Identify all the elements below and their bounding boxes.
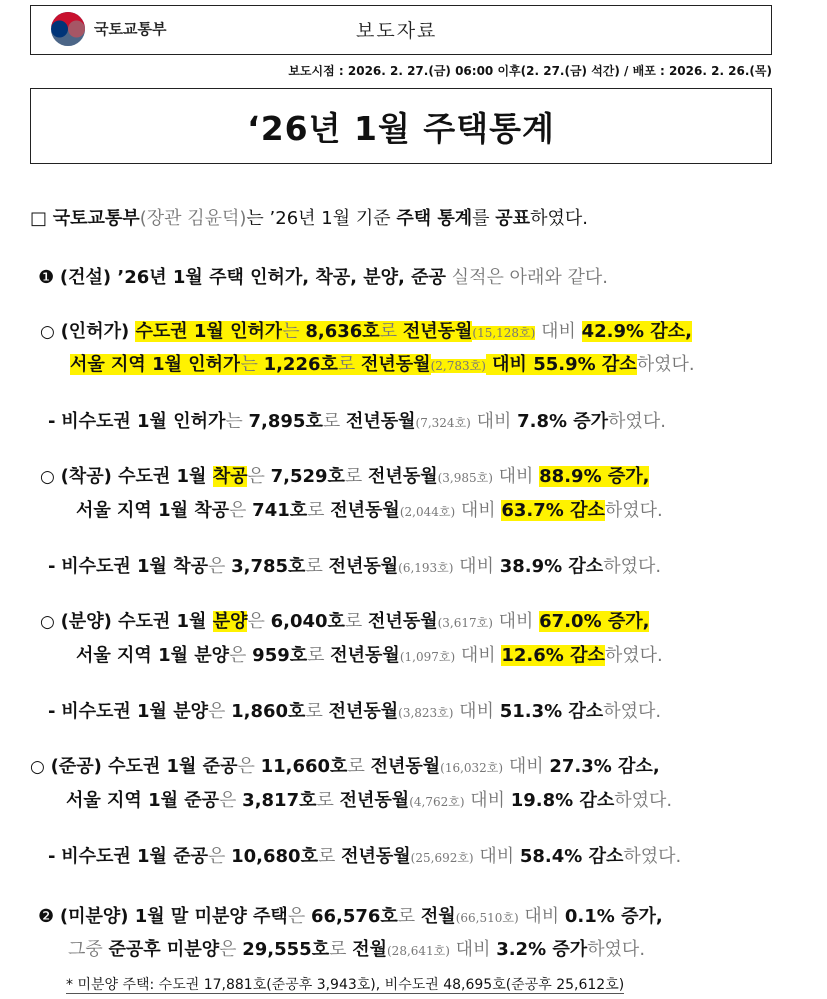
checkbox-square-icon: □ [30, 208, 48, 229]
intro-line: □ 국토교통부(장관 김윤덕)는 ’26년 1월 기준 주택 통계를 공표하였다. [30, 208, 588, 229]
section-1-heading: ❶ (건설) ’26년 1월 주택 인허가, 착공, 분양, 준공 실적은 아래와 같다. [38, 267, 608, 288]
permit-noncapital-line: - 비수도권 1월 인허가는 7,895호로 전년동월(7,324호) 대비 7.8% 증가하였다. [48, 411, 666, 432]
start-noncapital-line: - 비수도권 1월 착공은 3,785호로 전년동월(6,193호) 대비 38.9% 감소하였다. [48, 556, 662, 577]
page-title: ‘26년 1월 주택통계 [247, 108, 555, 148]
start-seoul-line: 서울 지역 1월 착공은 741호로 전년동월(2,044호) 대비 63.7% 감소하였다. [76, 500, 663, 521]
footnote: * 미분양 주택: 수도권 17,881호(준공후 3,943호), 비수도권 48,695호(준공후 25,612호) [66, 977, 625, 993]
unsold-line: ❷ (미분양) 1월 말 미분양 주택은 66,576호로 전월(66,510호) 대비 0.1% 증가, [38, 906, 663, 927]
sale-noncapital-line: - 비수도권 1월 분양은 1,860호로 전년동월(3,823호) 대비 51.3% 감소하였다. [48, 701, 662, 722]
ministry-name: 국토교통부 [94, 20, 167, 38]
start-capital-line: ○ (착공) 수도권 1월 착공은 7,529호로 전년동월(3,985호) 대비 88.9% 증가, [40, 466, 650, 487]
completion-capital-line: ○ (준공) 수도권 1월 준공은 11,660호로 전년동월(16,032호) 대비 27.3% 감소, [30, 756, 660, 777]
completion-noncapital-line: - 비수도권 1월 준공은 10,680호로 전년동월(25,692호) 대비 58.4% 감소하였다. [48, 846, 682, 867]
permit-seoul-line: 서울 지역 1월 인허가는 1,226호로 전년동월(2,783호) 대비 55.9% 감소하였다. [70, 354, 695, 375]
number-two-icon: ❷ [38, 906, 55, 927]
permit-capital-line: ○ (인허가) 수도권 1월 인허가는 8,636호로 전년동월(15,128호) 대비 42.9% 감소, [40, 321, 692, 342]
unsold-completed-line: 그중 준공후 미분양은 29,555호로 전월(28,641호) 대비 3.2% 증가하였다. [68, 939, 646, 960]
completion-seoul-line: 서울 지역 1월 준공은 3,817호로 전년동월(4,762호) 대비 19.8% 감소하였다. [66, 790, 673, 811]
sale-seoul-line: 서울 지역 1월 분양은 959호로 전년동월(1,097호) 대비 12.6% 감소하였다. [76, 645, 663, 666]
document-type: 보도자료 [356, 20, 438, 42]
sale-capital-line: ○ (분양) 수도권 1월 분양은 6,040호로 전년동월(3,617호) 대비 67.0% 증가, [40, 611, 650, 632]
number-one-icon: ❶ [38, 267, 55, 288]
embargo-line: 보도시점 : 2026. 2. 27.(금) 06:00 이후(2. 27.(금) 석간) / 배포 : 2026. 2. 26.(목) [288, 64, 772, 78]
government-emblem-icon [50, 11, 86, 47]
title-box [30, 88, 772, 164]
